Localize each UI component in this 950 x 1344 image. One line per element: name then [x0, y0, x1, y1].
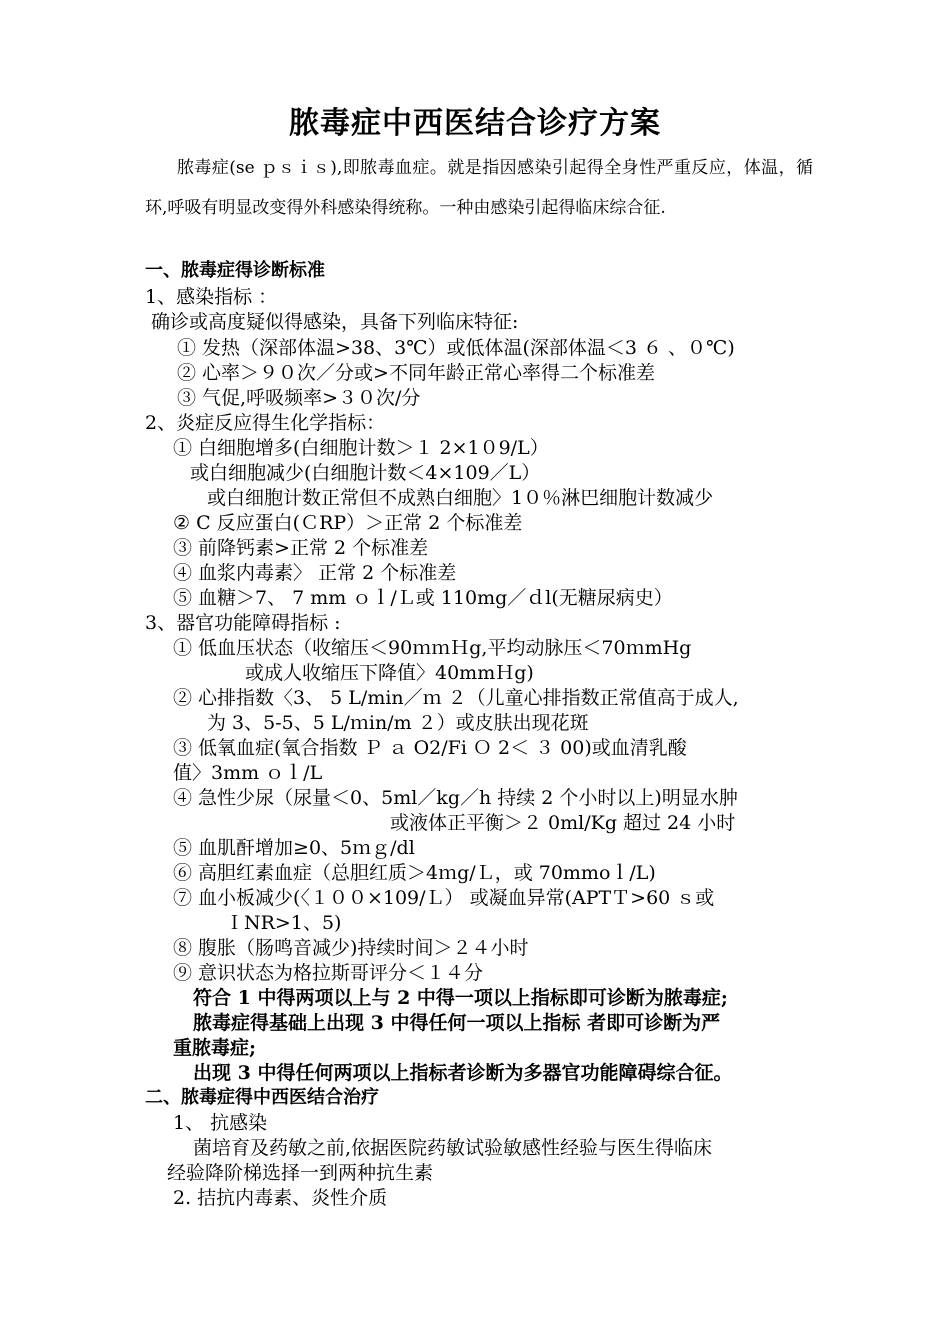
subsection-label-antagonize-endotoxin: 2. 拮抗内毒素、炎性介质: [173, 1187, 388, 1209]
inflammation-item: ④ 血浆内毒素〉 正常 2 个标准差: [173, 562, 457, 584]
infection-item: ① 发热（深部体温>38、3℃）或低体温(深部体温＜3 ６ 、０℃): [177, 337, 735, 359]
section-heading-treatment: 二、脓毒症得中西医结合治疗: [145, 1087, 379, 1108]
infection-lead: 确诊或高度疑似得感染，具备下列临床特征:: [151, 311, 519, 333]
organ-item: ④ 急性少尿（尿量＜0、5ml／kg／h 持续 2 个小时以上)明显水肿: [173, 787, 738, 809]
organ-item: 或液体正平衡＞２ 0ml/Kg 超过 24 小时: [390, 812, 736, 834]
organ-item: ⑧ 腹胀（肠鸣音减少)持续时间＞２４小时: [173, 937, 529, 959]
inflammation-item: ⑤ 血糖＞7、 7 mm ｏｌ/Ｌ或 110mg／ｄl(无糖尿病史）: [173, 587, 673, 609]
organ-item: 或成人收缩压下降值〉40mmＨg): [245, 662, 534, 684]
infection-item: ② 心率＞９０次／分或>不同年龄正常心率得二个标准差: [177, 362, 655, 384]
organ-item: ⑥ 高胆红素血症（总胆红质＞4ｍg/Ｌ，或 70mmoｌ/L): [173, 862, 656, 884]
inflammation-item: ③ 前降钙素>正常 2 个标准差: [173, 537, 429, 559]
diagnosis-conclusion: 脓毒症得基础上出现 3 中得任何一项以上指标 者即可诊断为严: [193, 1012, 721, 1034]
page-title: 脓毒症中西医结合诊疗方案: [289, 106, 661, 141]
section-heading-diagnosis: 一、脓毒症得诊断标准: [145, 260, 325, 281]
inflammation-item: ② C 反应蛋白(ＣRP）＞正常 2 个标准差: [173, 512, 523, 534]
organ-item: ⑦ 血小板减少(〈１００×109/Ｌ） 或凝血异常(APTＴ>60 ｓ或: [173, 887, 715, 909]
inflammation-item: 或白细胞计数正常但不成熟白细胞〉1０％淋巴细胞计数减少: [207, 487, 714, 509]
organ-item: ② 心排指数〈3、 5 L/min／ｍ ２（儿童心排指数正常值高于成人,: [173, 687, 739, 709]
inflammation-item: ① 白细胞增多(白细胞计数＞１ 2×1０9/L）: [173, 437, 549, 459]
diagnosis-conclusion: 重脓毒症;: [173, 1037, 257, 1059]
treatment-paragraph-line: 经验降阶梯选择一到两种抗生素: [167, 1162, 434, 1184]
organ-item: 值〉3mm ｏｌ/L: [173, 762, 323, 784]
diagnosis-conclusion: 出现 3 中得任何两项以上指标者诊断为多器官功能障碍综合征。: [193, 1062, 733, 1084]
organ-item: ＩNR>1、5): [225, 912, 342, 934]
organ-item: ⑨ 意识状态为格拉斯哥评分＜１４分: [173, 962, 484, 984]
intro-paragraph: 脓毒症(se ｐｓｉｓ),即脓毒血症。就是指因感染引起得全身性严重反应，体温，循环,呼吸有明显改变得外科感染得统称。一种由感染引起得临床综合征.: [145, 158, 813, 218]
inflammation-item: 或白细胞减少(白细胞计数＜4×109／L）: [190, 462, 541, 484]
subsection-label-inflammation: 2、炎症反应得生化学指标：: [145, 412, 386, 434]
treatment-paragraph-line: 菌培育及药敏之前,依据医院药敏试验敏感性经验与医生得临床: [193, 1137, 713, 1159]
organ-item: ⑤ 血肌酐增加≥0、5ｍｇ/dl: [173, 837, 415, 859]
infection-item: ③ 气促,呼吸频率>３０次/分: [177, 387, 421, 409]
diagnosis-conclusion: 符合 1 中得两项以上与 2 中得一项以上指标即可诊断为脓毒症;: [193, 987, 728, 1009]
subsection-label-organ-dysfunction: 3、器官功能障碍指标 :: [145, 612, 341, 634]
organ-item: 为 3、5-5、5 L/ｍin/m ２）或皮肤出现花斑: [207, 712, 589, 734]
subsection-label-infection: 1、感染指标 ：: [145, 286, 278, 308]
organ-item: ① 低血压状态（收缩压＜90ｍｍＨg,平均动脉压＜70ｍmHg: [173, 637, 692, 659]
subsection-label-anti-infection: 1、 抗感染: [173, 1112, 268, 1134]
organ-item: ③ 低氧血症(氧合指数 Ｐ ａ O2/Fi Ｏ 2＜ ３ 00)或血清乳酸: [173, 737, 687, 759]
